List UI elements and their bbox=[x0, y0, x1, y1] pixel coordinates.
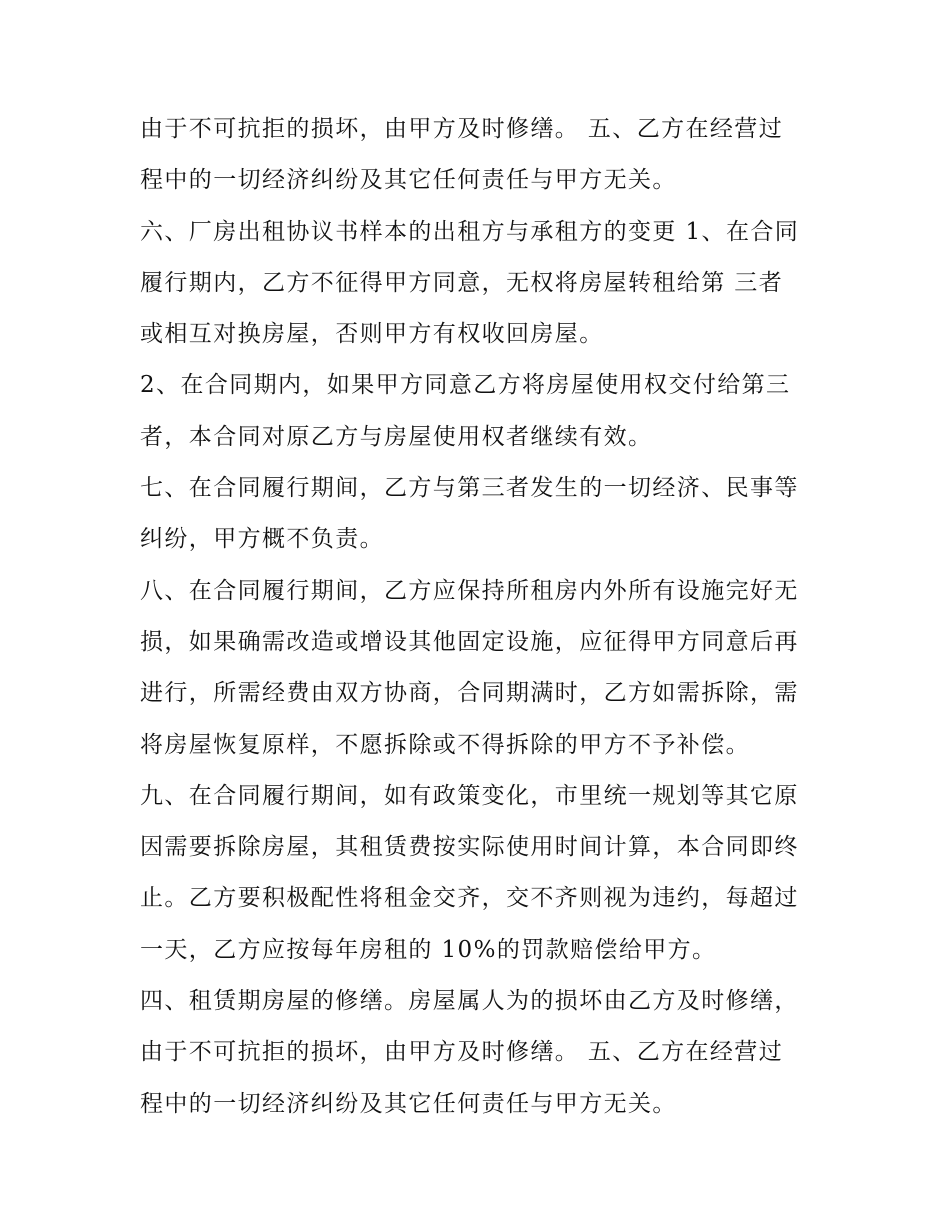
text-line: 进行，所需经费由双方协商，合同期满时，乙方如需拆除，需 bbox=[140, 680, 799, 707]
text-line: 六、厂房出租协议书样本的出租方与承租方的变更 1、在合同 bbox=[140, 218, 800, 245]
text-line: 者，本合同对原乙方与房屋使用权者继续有效。 bbox=[140, 423, 653, 450]
text-line: 止。乙方要积极配性将租金交齐，交不齐则视为违约，每超过 bbox=[140, 885, 799, 912]
text-line: 由于不可抗拒的损坏，由甲方及时修缮。 五、乙方在经营过 bbox=[140, 1039, 784, 1066]
text-line: 2、在合同期内，如果甲方同意乙方将房屋使用权交付给第三 bbox=[140, 372, 791, 399]
text-line: 或相互对换房屋，否则甲方有权收回房屋。 bbox=[140, 321, 604, 348]
document-body bbox=[140, 104, 820, 1130]
text-line: 履行期内，乙方不征得甲方同意，无权将房屋转租给第 三者 bbox=[140, 269, 784, 296]
text-line: 八、在合同履行期间，乙方应保持所租房内外所有设施完好无 bbox=[140, 577, 799, 604]
text-line: 损，如果确需改造或增设其他固定设施，应征得甲方同意后再 bbox=[140, 628, 799, 655]
text-line: 程中的一切经济纠纷及其它任何责任与甲方无关。 bbox=[140, 167, 677, 194]
text-line: 九、在合同履行期间，如有政策变化，市里统一规划等其它原 bbox=[140, 782, 799, 809]
text-line: 七、在合同履行期间，乙方与第三者发生的一切经济、民事等 bbox=[140, 475, 799, 502]
text-line: 一天，乙方应按每年房租的 10%的罚款赔偿给甲方。 bbox=[140, 936, 717, 963]
text-line: 由于不可抗拒的损坏，由甲方及时修缮。 五、乙方在经营过 bbox=[140, 116, 784, 142]
text-line: 将房屋恢复原样，不愿拆除或不得拆除的甲方不予补偿。 bbox=[140, 731, 750, 758]
text-line: 程中的一切经济纠纷及其它任何责任与甲方无关。 bbox=[140, 1090, 677, 1117]
text-line: 四、租赁期房屋的修缮。房屋属人为的损坏由乙方及时修缮， bbox=[140, 988, 799, 1015]
text-line: 因需要拆除房屋，其租赁费按实际使用时间计算，本合同即终 bbox=[140, 834, 799, 861]
text-line: 纠纷，甲方概不负责。 bbox=[140, 526, 384, 553]
